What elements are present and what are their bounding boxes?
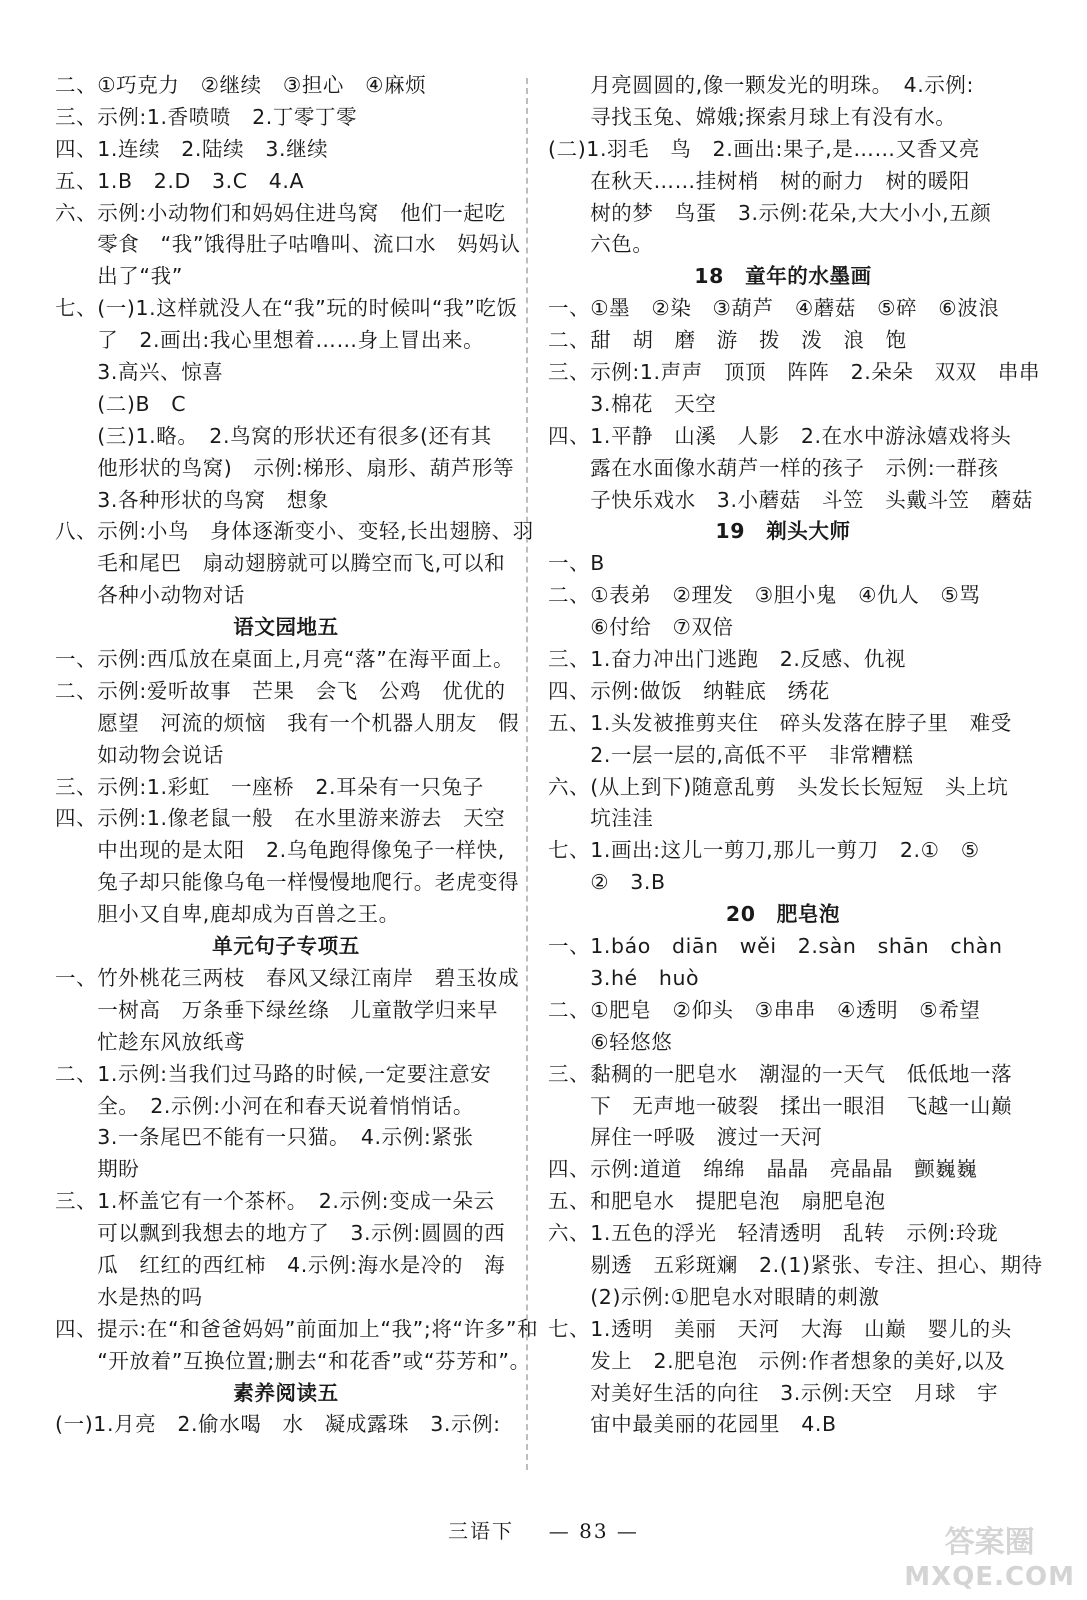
answer-line: 在秋天……挂树梢 树的耐力 树的暖阳 bbox=[548, 168, 970, 193]
answer-line: 可以飘到我想去的地方了 3.示例:圆圆的西 bbox=[55, 1221, 506, 1246]
answer-line: 他形状的鸟窝) 示例:梯形、扇形、葫芦形等 bbox=[55, 455, 515, 480]
answer-line: “开放着”互换位置;删去“和花香”或“芬芳和”。 bbox=[55, 1348, 531, 1373]
answer-line: 忙趁东风放纸鸢 bbox=[55, 1029, 245, 1054]
answer-line: 七、1.画出:这儿一剪刀,那儿一剪刀 2.① ⑤ bbox=[548, 838, 980, 863]
column-divider bbox=[526, 78, 528, 1470]
answer-line: 中出现的是太阳 2.乌龟跑得像兔子一样快, bbox=[55, 838, 505, 863]
answer-line: 一树高 万条垂下绿丝绦 儿童散学归来早 bbox=[55, 997, 499, 1022]
answer-line: 毛和尾巴 扇动翅膀就可以腾空而飞,可以和 bbox=[55, 551, 506, 576]
section-heading: 素养阅读五 bbox=[233, 1380, 339, 1405]
watermark-logo bbox=[904, 1526, 1075, 1594]
answer-line: ② 3.B bbox=[548, 870, 666, 895]
answer-line: 宙中最美丽的花园里 4.B bbox=[548, 1412, 837, 1437]
answer-line: 六色。 bbox=[548, 232, 654, 257]
answer-line: 树的梦 鸟蛋 3.示例:花朵,大大小小,五颜 bbox=[548, 200, 992, 225]
answer-line: 月亮圆圆的,像一颗发光的明珠。 4.示例: bbox=[548, 73, 975, 97]
answer-line: 寻找玉兔、嫦娥;探索月球上有没有水。 bbox=[548, 104, 957, 129]
answer-line: 了 2.画出:我心里想着……身上冒出来。 bbox=[55, 328, 485, 353]
section-heading: 单元句子专项五 bbox=[212, 934, 360, 959]
answer-line: (三)1.略。 2.鸟窝的形状还有很多(还有其 bbox=[55, 423, 492, 448]
answer-line: ⑥轻悠悠 bbox=[548, 1029, 673, 1054]
answer-line: 五、和肥皂水 提肥皂泡 扇肥皂泡 bbox=[548, 1189, 886, 1214]
answer-line: 二、1.示例:当我们过马路的时候,一定要注意安 bbox=[55, 1061, 492, 1086]
answer-line: 四、1.连续 2.陆续 3.继续 bbox=[55, 136, 329, 161]
answer-line: 期盼 bbox=[55, 1157, 140, 1182]
answer-line: 对美好生活的向往 3.示例:天空 月球 宇 bbox=[548, 1380, 999, 1405]
answer-line: 二、①肥皂 ②仰头 ③串串 ④透明 ⑤希望 bbox=[548, 997, 981, 1022]
answer-line: 一、1.báo diān wěi 2.sàn shān chàn bbox=[548, 934, 1003, 959]
answer-line: 3.hé huò bbox=[548, 965, 700, 990]
answer-line: 六、(从上到下)随意乱剪 头发长长短短 头上坑 bbox=[548, 774, 1009, 799]
answer-line: 3.高兴、惊喜 bbox=[55, 360, 224, 385]
answer-line: 二、①巧克力 ②继续 ③担心 ④麻烦 bbox=[55, 73, 427, 97]
answer-line: 剔透 五彩斑斓 2.(1)紧张、专注、担心、期待 bbox=[548, 1252, 1043, 1277]
answer-line: 发上 2.肥皂泡 示例:作者想象的美好,以及 bbox=[548, 1348, 1006, 1373]
section-heading: 20 肥皂泡 bbox=[725, 902, 841, 927]
left-column bbox=[55, 70, 539, 1441]
answer-line: 二、甜 胡 磨 游 拨 泼 浪 饱 bbox=[548, 328, 907, 353]
watermark-url: MXQE.COM bbox=[904, 1562, 1075, 1592]
answer-line: 水是热的吗 bbox=[55, 1284, 203, 1309]
answer-line: 二、示例:爱听故事 芒果 会飞 公鸡 优优的 bbox=[55, 678, 506, 703]
answer-line: 三、1.杯盖它有一个茶杯。 2.示例:变成一朵云 bbox=[55, 1189, 495, 1214]
section-heading: 18 童年的水墨画 bbox=[694, 264, 872, 289]
answer-line: 各种小动物对话 bbox=[55, 583, 245, 608]
answer-line: 兔子却只能像乌龟一样慢慢地爬行。老虎变得 bbox=[55, 870, 520, 895]
answer-line: 2.一层一层的,高低不平 非常糟糕 bbox=[548, 742, 914, 767]
answer-line: 四、示例:道道 绵绵 晶晶 亮晶晶 颤巍巍 bbox=[548, 1157, 978, 1182]
answer-line: 屏住一呼吸 渡过一天河 bbox=[548, 1125, 823, 1150]
answer-line: 一、B bbox=[548, 551, 605, 576]
answer-line: 三、1.奋力冲出门逃跑 2.反感、仇视 bbox=[548, 647, 907, 672]
answer-line: 三、示例:1.彩虹 一座桥 2.耳朵有一只兔子 bbox=[55, 774, 484, 799]
section-heading: 语文园地五 bbox=[233, 615, 339, 640]
answer-line: 五、1.B 2.D 3.C 4.A bbox=[55, 168, 305, 193]
answer-line: 六、1.五色的浮光 轻清透明 乱转 示例:玲珑 bbox=[548, 1221, 999, 1246]
footer-label: 三语下 bbox=[448, 1519, 515, 1543]
answer-line: 一、①墨 ②染 ③葫芦 ④蘑菇 ⑤碎 ⑥波浪 bbox=[548, 296, 1000, 321]
answer-line: 一、竹外桃花三两枝 春风又绿江南岸 碧玉妆成 bbox=[55, 965, 520, 990]
answer-line: (二)1.羽毛 鸟 2.画出:果子,是……又香又亮 bbox=[548, 136, 981, 161]
page-number: — 83 — bbox=[548, 1519, 639, 1543]
answer-line: 如动物会说话 bbox=[55, 742, 224, 767]
answer-line: 3.一条尾巴不能有一只猫。 4.示例:紧张 bbox=[55, 1125, 474, 1150]
answer-line: 瓜 红红的西红柿 4.示例:海水是冷的 海 bbox=[55, 1252, 506, 1277]
answer-line: 三、黏稠的一肥皂水 潮湿的一天气 低低地一落 bbox=[548, 1061, 1013, 1086]
answer-line: 下 无声地一破裂 揉出一眼泪 飞越一山巅 bbox=[548, 1093, 1013, 1118]
answer-line: 3.各种形状的鸟窝 想象 bbox=[55, 487, 329, 512]
answer-line: 四、提示:在“和爸爸妈妈”前面加上“我”;将“许多”和 bbox=[55, 1316, 539, 1341]
answer-line: 五、1.头发被推剪夹住 碎头发落在脖子里 难受 bbox=[548, 710, 1012, 735]
answer-line: 坑洼洼 bbox=[548, 806, 654, 831]
watermark-title: 答案圈 bbox=[944, 1525, 1035, 1560]
answer-line: 子快乐戏水 3.小蘑菇 斗笠 头戴斗笠 蘑菇 bbox=[548, 487, 1033, 512]
answer-line: 三、示例:1.声声 顶顶 阵阵 2.朵朵 双双 串串 bbox=[548, 360, 1041, 385]
answer-line: 全。 2.示例:小河在和春天说着悄悄话。 bbox=[55, 1093, 474, 1118]
answer-line: 六、示例:小动物们和妈妈住进鸟窝 他们一起吃 bbox=[55, 200, 506, 225]
right-column bbox=[548, 70, 1043, 1441]
answer-line: 一、示例:西瓜放在桌面上,月亮“落”在海平面上。 bbox=[55, 647, 515, 672]
answer-line: 四、示例:1.像老鼠一般 在水里游来游去 天空 bbox=[55, 806, 506, 831]
answer-line: 七、1.透明 美丽 天河 大海 山巅 婴儿的头 bbox=[548, 1316, 1012, 1341]
section-heading: 19 剃头大师 bbox=[715, 519, 851, 544]
answer-line: 出了“我” bbox=[55, 264, 183, 289]
answer-line: (一)1.月亮 2.偷水喝 水 凝成露珠 3.示例: bbox=[55, 1412, 501, 1437]
answer-line: 四、1.平静 山溪 人影 2.在水中游泳嬉戏将头 bbox=[548, 423, 1012, 448]
answer-line: ⑥付给 ⑦双倍 bbox=[548, 615, 734, 640]
answer-line: 四、示例:做饭 纳鞋底 绣花 bbox=[548, 678, 830, 703]
answer-line: 愿望 河流的烦恼 我有一个机器人朋友 假 bbox=[55, 710, 520, 735]
answer-line: 八、示例:小鸟 身体逐渐变小、变轻,长出翅膀、羽 bbox=[55, 519, 534, 544]
answer-line: 二、①表弟 ②理发 ③胆小鬼 ④仇人 ⑤骂 bbox=[548, 583, 981, 608]
answer-line: 露在水面像水葫芦一样的孩子 示例:一群孩 bbox=[548, 455, 999, 480]
answer-line: 七、(一)1.这样就没人在“我”玩的时候叫“我”吃饭 bbox=[55, 296, 518, 321]
answer-line: 3.棉花 天空 bbox=[548, 391, 717, 416]
answer-line: 胆小又自卑,鹿却成为百兽之王。 bbox=[55, 902, 400, 927]
answer-line: 三、示例:1.香喷喷 2.丁零丁零 bbox=[55, 104, 358, 129]
answer-line: 零食 “我”饿得肚子咕噜叫、流口水 妈妈认 bbox=[55, 232, 521, 257]
answer-line: (二)B C bbox=[55, 391, 187, 416]
answer-line: (2)示例:①肥皂水对眼睛的刺激 bbox=[548, 1284, 880, 1309]
